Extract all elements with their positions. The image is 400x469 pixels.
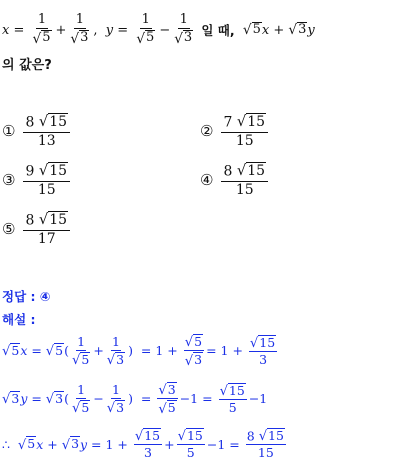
choice-number: ⑤ xyxy=(2,220,16,239)
question-suffix: 일 때, xyxy=(201,23,235,38)
choice-3[interactable]: ③ 9 √ 15 15 xyxy=(2,162,72,198)
answer-label: 정답 : ④ xyxy=(2,289,51,304)
question-line-2: 의 값은? xyxy=(2,58,52,73)
question xyxy=(2,8,398,73)
choice-number: ③ xyxy=(2,171,16,190)
choice-number: ① xyxy=(2,122,16,141)
solution-line-1: √ 5 x = √ 5 ( 1 √ 5 + 1 √ 3 ) = 1 + √ 5 √ 3 = 1 + √ 15 3 xyxy=(2,333,276,369)
question-line-1: x = 1 √ 5 + 1 √ 3 , y = 1 √ 5 − 1 √ 3 일 때, √ 5 x + √ 3 y xyxy=(2,12,315,47)
choice-number: ④ xyxy=(200,171,214,190)
choice-number: ② xyxy=(200,122,214,141)
choice-4[interactable]: ④ 8 √ 15 15 xyxy=(200,162,270,198)
choice-1[interactable]: ① 8 √ 15 13 xyxy=(2,113,72,149)
choice-5[interactable]: ⑤ 8 √ 15 17 xyxy=(2,211,72,247)
explanation-label: 해설 : xyxy=(2,312,36,327)
choice-2[interactable]: ② 7 √ 15 15 xyxy=(200,113,270,149)
solution-line-2: √ 3 y = √ 3 ( 1 √ 5 − 1 √ 3 ) = √ 3 √ 5 −1 = √ 15 5 −1 xyxy=(2,381,268,417)
solution-line-3: ∴ √ 5 x + √ 3 y = 1 + √ 15 3 + √ 15 5 −1 = 8 √ 15 15 xyxy=(2,428,284,461)
